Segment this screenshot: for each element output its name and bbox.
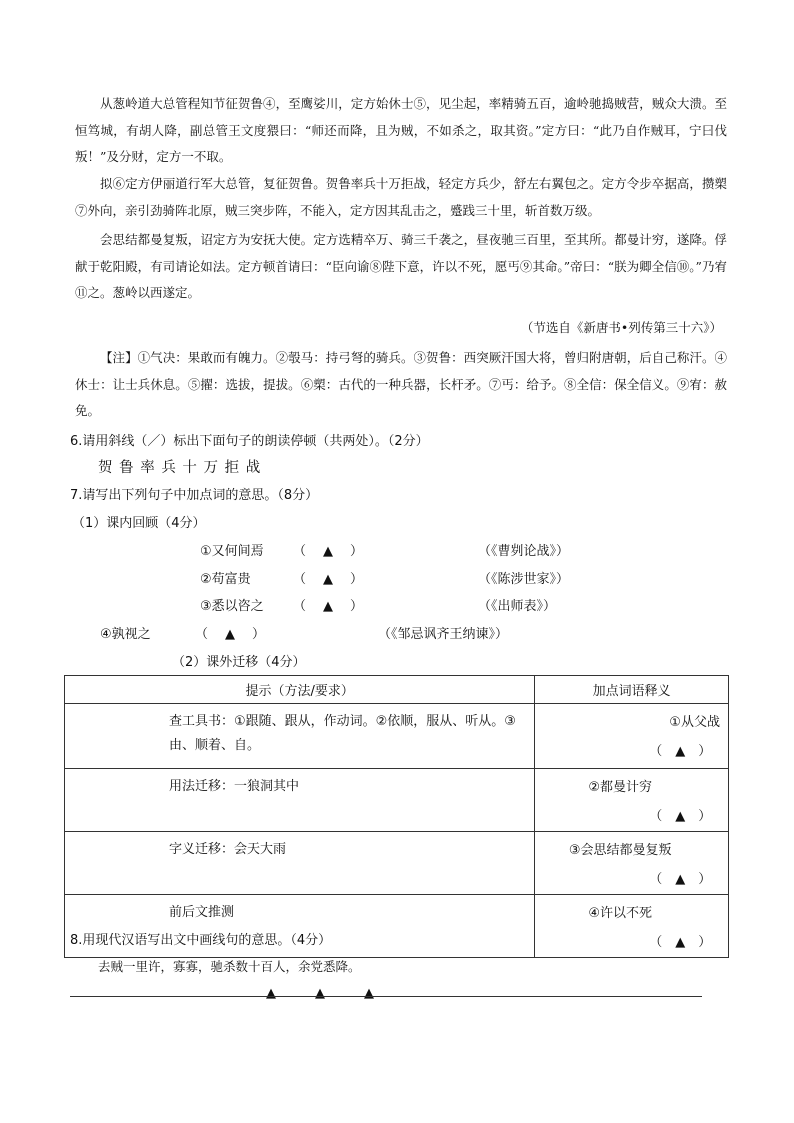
table-header-meaning: 加点词语释义 xyxy=(535,676,729,704)
table-row-1-meaning xyxy=(535,704,729,769)
q7-item-4: ④孰视之 xyxy=(100,627,151,642)
table-row-4-meaning xyxy=(535,895,729,958)
table-row-1-sentence: ① 从 父 战 xyxy=(669,715,720,730)
q7-item-3-source: （《出师表》） xyxy=(478,599,557,614)
passage-paragraph-3: 会思结都曼复叛，诏定方为安抚大使。定方选精卒万、骑三千袭之，昼夜驰三百里，至其所。都曼计穷，遂降。俘献于乾阳殿，有司请论如法。定方顿首请曰：“臣向谕⑧陛下意，许以不死，愿丐⑨其命。”帝曰：“朕为卿全信⑩。”乃宥⑪之。葱岭以西遂定。 xyxy=(75,232,727,300)
q7-item-2: ②苟富贵 xyxy=(200,572,251,587)
q7-item-4-source: （《邹忌讽齐王纳谏》） xyxy=(378,627,509,642)
q7-part2-title: （2）课外迁移（4分） xyxy=(172,655,306,670)
table-row-1-answer[interactable]: （ ▲ ） xyxy=(649,744,712,759)
table-row-3-sentence: ③会思结都曼复叛 xyxy=(568,843,672,858)
table-row-3-hint: 字义迁移：会天大雨 xyxy=(65,832,535,895)
q7-item-1-answer[interactable]: （ ▲ ） xyxy=(293,544,364,559)
passage-paragraph-1: 从葱岭道大总管程知节征贺鲁④，至鹰娑川，定方始休士⑤，见尘起，率精骑五百，逾岭驰捣贼营，贼众大溃。至恒笃城，有胡人降，副总管王文度猥曰：“师还而降，且为贼，不如杀之，取其资。”定方曰：“此乃自作贼耳，宁曰伐叛！”及分财，定方一不取。 xyxy=(75,96,727,164)
q7-prompt: 7.请写出下列句子中加点词的意思。（8分） xyxy=(70,488,319,503)
q8-answer-marks[interactable]: ▲ ▲ ▲ xyxy=(266,986,374,1001)
q7-item-4-answer[interactable]: （ ▲ ） xyxy=(195,627,266,642)
table-row-3-answer[interactable]: （ ▲ ） xyxy=(649,872,712,887)
table-header-hint: 提示（方法/要求） xyxy=(65,676,535,704)
q8-sentence: 去贼一里许，寡寡，驰杀数十百人，余党悉降。 xyxy=(98,959,361,974)
table-row-4-sentence: ④许以不死 xyxy=(588,906,652,921)
table-row-1-hint: 查工具书：①跟随、跟从，作动词。②依顺，服从、听从。③由、顺着、自。 xyxy=(65,704,535,769)
q7-item-3: ③悉以咨之 xyxy=(200,599,264,614)
passage-source: （节选自《新唐书•列传第三十六》） xyxy=(520,320,722,335)
q8-answer-line[interactable] xyxy=(70,996,702,997)
table-row-2-hint: 用法迁移：一狼洞其中 xyxy=(65,769,535,832)
q7-item-2-answer[interactable]: （ ▲ ） xyxy=(293,572,364,587)
q7-item-2-source: （《陈涉世家》） xyxy=(478,572,570,587)
passage-paragraph-2: 拟⑥定方伊丽道行军大总管，复征贺鲁。贺鲁率兵十万拒战，轻定方兵少，舒左右翼包之。定方令步卒据高，攒槊⑦外向，亲引劲骑阵北原，贼三突步阵，不能入，定方因其乱击之，蹙践三十里，斩首数万级。 xyxy=(75,176,727,218)
q7-part1-title: （1）课内回顾（4分） xyxy=(72,516,206,531)
table-row-3-meaning xyxy=(535,832,729,895)
q7-item-3-answer[interactable]: （ ▲ ） xyxy=(293,599,364,614)
q6-prompt: 6.请用斜线（／）标出下面句子的朗读停顿（共两处）。（2分） xyxy=(70,434,429,449)
table-row-2-answer[interactable]: （ ▲ ） xyxy=(649,809,712,824)
q7-transfer-table xyxy=(64,675,729,958)
table-row-4-hint: 前后文推测 xyxy=(65,895,535,958)
table-row-2-meaning xyxy=(535,769,729,832)
table-row-4-answer[interactable]: （ ▲ ） xyxy=(649,935,712,950)
q7-item-1: ①又何间焉 xyxy=(200,544,264,559)
q7-item-1-source: （《曹刿论战》） xyxy=(478,544,570,559)
q8-prompt: 8.用现代汉语写出文中画线句的意思。（4分） xyxy=(70,933,332,948)
table-row-2-sentence: ②都曼计穷 xyxy=(588,780,652,795)
annotation-notes: 【注】①气决：果敢而有魄力。②彀马：持弓弩的骑兵。③贺鲁：西突厥汗国大将，曾归附唐朝，后自己称汗。④休士：让士兵休息。⑤擢：选拔，提拔。⑥槊：古代的一种兵器，长杆矛。⑦丐：给予。⑧全信：保全信义。⑨宥：赦免。 xyxy=(75,350,727,418)
q6-sentence[interactable]: 贺 鲁 率 兵 十 万 拒 战 xyxy=(98,460,261,476)
